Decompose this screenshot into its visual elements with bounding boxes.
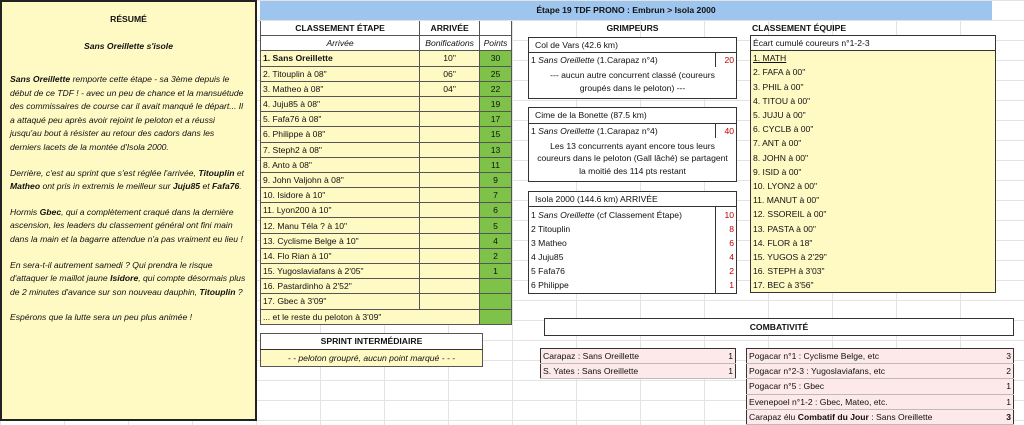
stage-row [261, 188, 512, 203]
comb-pre: Carapaz élu [749, 411, 798, 422]
comb-bold: Combatif du Jour [797, 411, 869, 422]
comb-value: 3 [995, 349, 1014, 364]
team-entry: 7. ANT à 00" [751, 136, 996, 150]
team-row [751, 51, 996, 66]
team-entry: 3. PHIL à 00" [751, 80, 996, 94]
resume-text: Hormis [10, 206, 40, 217]
climb-rider-cell [529, 222, 716, 236]
comb-right-row [747, 379, 1014, 394]
team-row [751, 136, 996, 150]
comb-value: 3 [995, 409, 1014, 424]
stage-bonus [420, 294, 480, 309]
climb-rider: Titouplin [538, 223, 571, 234]
climb-points: 4 [716, 250, 737, 264]
resume-text: Espérons que la lutte sera un peu plus animée ! [10, 312, 193, 323]
stage-row [261, 294, 512, 309]
stage-header: Étape 19 TDF PRONO : Embrun > Isola 2000 [260, 1, 992, 20]
stage-row [261, 81, 512, 96]
col-blank [480, 21, 512, 36]
team-entry: 8. JOHN à 00" [751, 151, 996, 165]
team-row [751, 250, 996, 264]
comb-label: Carapaz : Sans Oreillette [541, 349, 718, 364]
stage-points: 4 [480, 233, 512, 248]
team-entry: 17. BEC à 3'56" [751, 278, 996, 293]
team-row [751, 165, 996, 179]
stage-points: 9 [480, 172, 512, 187]
stage-points: 17 [480, 112, 512, 127]
stage-row [261, 96, 512, 111]
combativite-section [543, 318, 1014, 422]
resume-text: ? [235, 286, 243, 297]
climb-rider: Sans Oreillette [538, 125, 595, 136]
stage-bonus [420, 112, 480, 127]
resume-paragraph [10, 73, 247, 155]
climb-rank: 5 [531, 266, 536, 277]
resume-text: ont pris in extremis le meilleur sur [40, 181, 173, 192]
climb-row [529, 207, 737, 222]
team-row [751, 151, 996, 165]
stage-rider: 16. Pastardinho à 2'52" [261, 279, 420, 294]
team-entry: 9. ISID à 00" [751, 165, 996, 179]
stage-points: 13 [480, 142, 512, 157]
stage-col-headers [261, 21, 512, 36]
stage-bonus [420, 279, 480, 294]
climb-detail: (cf Classement Étape) [594, 209, 682, 220]
team-entry: 11. MANUT à 00" [751, 193, 996, 207]
stage-points: 7 [480, 188, 512, 203]
stage-bonus [420, 248, 480, 263]
comb-right-row [747, 364, 1014, 379]
climb-bonette [528, 107, 737, 182]
stage-points: 19 [480, 96, 512, 111]
climb-points: 20 [716, 53, 737, 68]
stage-rider: 5. Fafa76 à 08" [261, 112, 420, 127]
climb-rank: 1 [531, 209, 536, 220]
comb-value: 1 [995, 379, 1014, 394]
stage-rider: 15. Yugoslaviafans à 2'05" [261, 264, 420, 279]
resume-paragraph [10, 206, 247, 247]
climb-header-row [529, 38, 737, 53]
comb-left-row [541, 364, 736, 379]
stage-row [261, 142, 512, 157]
climb-name: Col de Vars (42.6 km) [529, 38, 737, 53]
stage-bonus: 06" [420, 66, 480, 81]
climb-note-row [529, 138, 737, 182]
climb-row [529, 53, 737, 68]
resume-subtitle: Sans Oreillette s'isole [84, 41, 173, 51]
stage-rider: 3. Matheo à 08" [261, 81, 420, 96]
stage-points: 5 [480, 218, 512, 233]
team-entry: 13. PASTA à 00" [751, 221, 996, 235]
climb-row [529, 236, 737, 250]
stage-rider: 1. Sans Oreillette [261, 51, 420, 66]
resume-bold: Isidore [110, 273, 139, 284]
resume-paragraph [10, 259, 247, 300]
resume-body [10, 73, 247, 325]
stage-row [261, 248, 512, 263]
stage-rider: 8. Anto à 08" [261, 157, 420, 172]
stage-bonus [420, 218, 480, 233]
col-arrivee: ARRIVÉE [420, 21, 480, 36]
comb-left [540, 348, 736, 379]
climb-points: 6 [716, 236, 737, 250]
stage-points: 25 [480, 66, 512, 81]
comb-title: COMBATIVITÉ [544, 318, 1014, 336]
climb-rank: 4 [531, 252, 536, 263]
stage-rider: 4. Juju85 à 08" [261, 96, 420, 111]
sub-points: Points [480, 36, 512, 51]
team-row [751, 80, 996, 94]
team-entry: 6. CYCLB à 00" [751, 122, 996, 136]
stage-row [261, 157, 512, 172]
team-row [751, 108, 996, 122]
climb-rider-cell [529, 250, 716, 264]
stage-bonus [420, 172, 480, 187]
climb-rider: Juju85 [538, 252, 564, 263]
stage-rider: 7. Steph2 à 08" [261, 142, 420, 157]
team-entry: 10. LYON2 à 00" [751, 179, 996, 193]
stage-row [261, 218, 512, 233]
comb-post: : Sans Oreillette [868, 411, 933, 422]
stage-rider: 9. John Valjohn à 08" [261, 172, 420, 187]
team-subtitle: Écart cumulé coureurs n°1-2-3 [751, 36, 996, 51]
stage-bonus [420, 157, 480, 172]
climb-row [529, 264, 737, 278]
stage-rider: 14. Flo Rian à 10" [261, 248, 420, 263]
comb-value: 2 [995, 364, 1014, 379]
team-row [751, 264, 996, 278]
stage-points: 15 [480, 127, 512, 142]
climb-detail: (1.Carapaz n°4) [594, 125, 658, 136]
resume-bold: Matheo [10, 181, 41, 192]
stage-rider: 10. Isidore à 10" [261, 188, 420, 203]
sprint-text: - - peloton groupré, aucun point marqué - - - [261, 349, 483, 366]
resume-paragraph [10, 167, 247, 194]
comb-left-row [541, 349, 736, 364]
stage-ranking [260, 21, 512, 367]
team-ranking [750, 21, 996, 293]
stage-row [261, 51, 512, 66]
climb-rider-cell [529, 264, 716, 278]
climb-rank: 1 [531, 125, 536, 136]
climb-rider: Philippe [538, 280, 569, 291]
climb-rank: 1 [531, 55, 536, 66]
resume-panel [0, 0, 257, 421]
comb-label [747, 409, 996, 424]
stage-points: 2 [480, 248, 512, 263]
comb-right-row [747, 349, 1014, 364]
stage-bonus [420, 264, 480, 279]
stage-row [261, 172, 512, 187]
stage-points: 11 [480, 157, 512, 172]
climb-header-row [529, 108, 737, 123]
climb-rider: Matheo [538, 237, 567, 248]
comb-value: 1 [717, 349, 736, 364]
resume-bold: Sans Oreillette [10, 74, 71, 84]
climb-note-row [529, 67, 737, 99]
stage-row [261, 264, 512, 279]
climb-note: --- aucun autre concurrent classé (coureurs groupés dans le peloton) --- [529, 67, 737, 99]
team-row [751, 207, 996, 221]
comb-label: Pogacar n°2-3 : Yugoslaviafans, etc [747, 364, 996, 379]
comb-value: 1 [717, 364, 736, 379]
climb-rider: Sans Oreillette [538, 55, 595, 66]
climb-row [529, 123, 737, 138]
climb-rider-cell [529, 278, 716, 293]
resume-bold: Gbec [39, 206, 62, 217]
climb-rank: 6 [531, 280, 536, 291]
resume-paragraph [10, 311, 247, 325]
resume-bold: Titouplin [198, 167, 235, 178]
climb-row [529, 222, 737, 236]
stage-bonus [420, 233, 480, 248]
climb-name: Isola 2000 (144.6 km) ARRIVÉE [529, 192, 737, 207]
stage-row [261, 233, 512, 248]
stage-bonus [420, 96, 480, 111]
resume-text: En sera-t-il autrement samedi ? Qui prendra le risque d'attaquer le maillot jaune [10, 259, 213, 284]
stage-rider: 17. Gbec à 3'09" [261, 294, 420, 309]
team-entry: 1. MATH [751, 51, 996, 66]
resume-text: Derrière, c'est au sprint que s'est réglée l'arrivée, [10, 167, 199, 178]
climbers-section [528, 21, 737, 294]
climb-rider-cell [529, 53, 716, 68]
stage-points [480, 294, 512, 309]
team-entry: 5. JUJU à 00" [751, 108, 996, 122]
resume-bold: Fafa76 [212, 181, 240, 192]
team-entry: 15. YUGOS à 2'29" [751, 250, 996, 264]
resume-text: , qui a complètement craqué dans la dernière ascension, les leaders du classement général ont fini main dans la main et la bagarre attendue n'a pas vraiment eu lieu ! [10, 206, 243, 244]
climb-detail: (1.Carapaz n°4) [594, 55, 658, 66]
stage-row [261, 127, 512, 142]
resume-bold: Titouplin [199, 286, 236, 297]
team-row [751, 94, 996, 108]
team-entry: 16. STEPH à 3'03" [751, 264, 996, 278]
comb-right [746, 348, 1014, 425]
stage-footer: ... et le reste du peloton à 3'09" [261, 309, 480, 324]
resume-title: RÉSUMÉ [110, 14, 147, 24]
climb-note: Les 13 concurrents ayant encore tous leurs coureurs dans le peloton (Gall lâché) se partagent la moitié des 114 pts restant [529, 138, 737, 182]
stage-bonus [420, 188, 480, 203]
comb-right-row [747, 409, 1014, 424]
team-row [751, 193, 996, 207]
team-entry: 2. FAFA à 00" [751, 65, 996, 79]
climb-points: 8 [716, 222, 737, 236]
resume-text: remporte cette étape - sa 3ème depuis le début de ce TDF ! - avec un peu de chance et la mansuétude des commissaires de course car il avait manqué le départ... Il a attaqué peu après avoir rejoint le peloton et a réussi jusqu'au bout à résister au retour des cadors dans les derniers lacets de la montée d'Isola 2000. [10, 74, 244, 152]
stage-sub-headers [261, 36, 512, 51]
sprint-table [260, 333, 483, 367]
team-title: CLASSEMENT ÉQUIPE [752, 23, 847, 33]
resume-text: . [239, 181, 242, 192]
team-row [751, 221, 996, 235]
stage-rider: 2. Titouplin à 08" [261, 66, 420, 81]
stage-rider: 13. Cyclisme Belge à 10" [261, 233, 420, 248]
comb-label: Pogacar n°1 : Cyclisme Belge, etc [747, 349, 996, 364]
stage-bonus [420, 127, 480, 142]
resume-text: et [234, 167, 245, 178]
climb-isola [528, 191, 737, 293]
stage-bonus [420, 203, 480, 218]
climb-row [529, 250, 737, 264]
climb-rider-cell [529, 123, 716, 138]
comb-right-row [747, 394, 1014, 409]
col-classement: CLASSEMENT ÉTAPE [261, 21, 420, 36]
climb-rider: Fafa76 [538, 266, 565, 277]
sub-arrivee: Arrivée [261, 36, 420, 51]
climb-rider-cell [529, 236, 716, 250]
stage-row [261, 279, 512, 294]
stage-points: 6 [480, 203, 512, 218]
climb-rider: Sans Oreillette [538, 209, 595, 220]
stage-points: 1 [480, 264, 512, 279]
stage-footer-row [261, 309, 512, 324]
team-entry: 12. SSOREIL à 00" [751, 207, 996, 221]
team-entry: 4. TITOU à 00" [751, 94, 996, 108]
stage-rider: 12. Manu Téla ? à 10" [261, 218, 420, 233]
climb-row [529, 278, 737, 293]
climb-points: 1 [716, 278, 737, 293]
resume-text: , qui compte désormais plus de 2 minutes d'avance sur son nouveau dauphin, [10, 273, 246, 297]
stage-bonus: 10" [420, 51, 480, 66]
stage-rider: 11. Lyon200 à 10" [261, 203, 420, 218]
climb-points: 40 [716, 123, 737, 138]
comb-value: 1 [995, 394, 1014, 409]
resume-bold: Juju85 [172, 181, 201, 192]
climb-header-row [529, 192, 737, 207]
comb-label: Evenepoel n°1-2 : Gbec, Mateo, etc. [747, 394, 996, 409]
climb-col-vars [528, 37, 737, 99]
stage-rider: 6. Philippe à 08" [261, 127, 420, 142]
team-row [751, 236, 996, 250]
stage-bonus: 04" [420, 81, 480, 96]
climb-points: 10 [716, 207, 737, 222]
sprint-title: SPRINT INTERMÉDIAIRE [261, 333, 483, 349]
team-entry: 14. FLOR à 18" [751, 236, 996, 250]
climb-rank: 3 [531, 237, 536, 248]
climb-name: Cime de la Bonette (87.5 km) [529, 108, 737, 123]
climb-rank: 2 [531, 223, 536, 234]
resume-text: et [200, 181, 213, 192]
climbers-title: GRIMPEURS [606, 23, 659, 33]
comb-label: S. Yates : Sans Oreillette [541, 364, 718, 379]
stage-bonus [420, 142, 480, 157]
stage-points: 22 [480, 81, 512, 96]
stage-points [480, 279, 512, 294]
sub-bonus: Bonifications [420, 36, 480, 51]
stage-row [261, 112, 512, 127]
team-row [751, 278, 996, 293]
comb-label: Pogacar n°5 : Gbec [747, 379, 996, 394]
climb-rider-cell [529, 207, 716, 222]
stage-points: 30 [480, 51, 512, 66]
stage-row [261, 66, 512, 81]
team-row [751, 122, 996, 136]
team-row [751, 65, 996, 79]
team-row [751, 179, 996, 193]
stage-row [261, 203, 512, 218]
climb-points: 2 [716, 264, 737, 278]
